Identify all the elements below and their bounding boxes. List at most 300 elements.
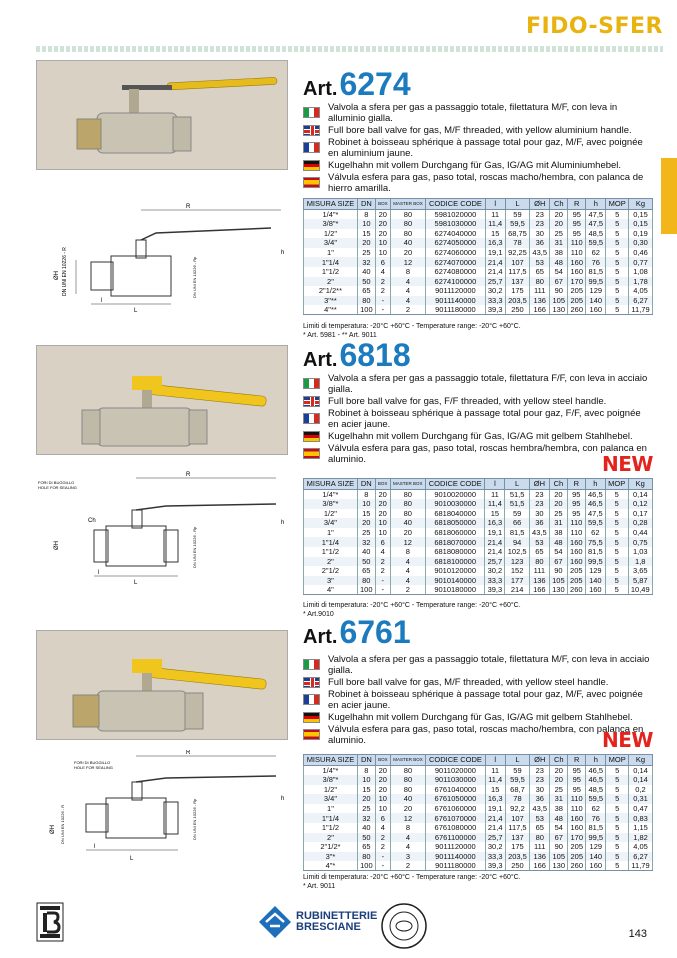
table-cell: 20: [357, 518, 375, 528]
table-cell: 47,5: [585, 509, 605, 519]
brand-title: FIDO-SFER: [525, 14, 663, 39]
table-cell: 5,87: [628, 576, 652, 586]
spain-flag-icon: [303, 177, 320, 188]
table-cell: 31: [550, 238, 568, 248]
table-cell: 16,3: [485, 794, 505, 804]
table-cell: 107: [505, 813, 529, 823]
table-cell: 5: [606, 305, 629, 315]
article-number: 6761: [339, 614, 411, 650]
table-cell: 36: [529, 518, 549, 528]
drawing-label-l: l: [101, 298, 103, 304]
table-cell: 48: [550, 813, 568, 823]
table-cell: 20: [375, 499, 390, 509]
table-cell: 20: [357, 794, 375, 804]
table-cell: 5: [606, 852, 629, 862]
table-cell: 76: [586, 257, 606, 267]
table-cell: 3: [390, 852, 425, 862]
table-row: [304, 499, 653, 509]
table-cell: 137: [505, 833, 529, 843]
spain-flag-icon: [303, 729, 320, 740]
col-l: l: [485, 199, 505, 210]
table-cell: 6274040000: [426, 229, 485, 239]
table-cell: 110: [568, 794, 586, 804]
col-master-box: MASTER BOX: [390, 199, 425, 210]
table-cell: 92,2: [505, 804, 529, 814]
col-ch: Ch: [550, 199, 568, 210]
table-cell: 6274050000: [426, 238, 485, 248]
table-cell: 80: [390, 509, 425, 519]
table-cell: 10: [375, 238, 390, 248]
table-cell: 20: [550, 219, 568, 229]
table-cell: 8: [390, 823, 425, 833]
table-cell: 8: [357, 209, 375, 219]
description-text: Valvola a sfera per gas a passaggio totale, filettatura M/F, con leva in alluminio gialla.: [328, 101, 618, 124]
table-cell: 36: [530, 794, 550, 804]
table-cell: 1,15: [629, 823, 653, 833]
table-cell: 130: [550, 861, 568, 871]
table-cell: 0,12: [628, 499, 652, 509]
table-cell: 2"1/2*: [304, 842, 358, 852]
table-cell: 0,30: [629, 238, 653, 248]
table-cell: 32: [357, 813, 375, 823]
table-cell: -: [375, 296, 390, 306]
table-cell: 65: [530, 823, 550, 833]
table-cell: 1"1/4: [304, 257, 358, 267]
table-cell: 6761100000: [426, 833, 485, 843]
table-cell: 16,3: [485, 238, 505, 248]
notes-6761: [303, 873, 521, 891]
col-h: h: [586, 199, 606, 210]
table-row: [304, 489, 653, 499]
table-cell: 117,5: [505, 267, 529, 277]
table-cell: 95: [568, 209, 586, 219]
table-cell: 23: [530, 209, 550, 219]
drawing-label-dn-rp: DN UNI EN 10226 - Rp: [192, 256, 197, 298]
table-row: [304, 305, 653, 315]
table-cell: 205: [567, 566, 585, 576]
table-cell: 25,7: [485, 557, 505, 567]
table-cell: 54: [550, 267, 568, 277]
table-cell: 205: [568, 842, 586, 852]
table-cell: 50: [357, 833, 375, 843]
col-mop: MOP: [606, 755, 629, 766]
table-cell: 260: [567, 585, 585, 595]
table-cell: 0,19: [629, 229, 653, 239]
table-cell: 10: [357, 499, 375, 509]
drawing-label-oh: ØH: [54, 271, 60, 280]
germany-flag-icon: [303, 160, 320, 171]
drawing-label-R: R: [186, 750, 191, 756]
col-misura: MISURA SIZE: [304, 479, 358, 490]
table-cell: 46,5: [585, 489, 605, 499]
table-cell: 0,14: [628, 489, 652, 499]
table-cell: 20: [550, 775, 568, 785]
col-l: l: [485, 479, 505, 490]
table-cell: 6761060000: [426, 804, 485, 814]
article-note: * Art. 5981 - ** Art. 9011: [303, 332, 377, 339]
col-box: BOX: [375, 755, 390, 766]
table-cell: 5: [605, 489, 628, 499]
table-cell: 6274100000: [426, 277, 485, 287]
drawing-label-dn-rp: DN UNI EN 10226 - Rp: [192, 798, 197, 840]
table-cell: 4: [375, 267, 390, 277]
table-cell: 110: [567, 528, 585, 538]
table-cell: 59: [505, 765, 529, 775]
drawing-label-oh: ØH: [50, 825, 56, 834]
table-cell: 166: [529, 585, 549, 595]
table-cell: 1": [304, 528, 358, 538]
table-cell: 20: [390, 528, 425, 538]
table-cell: 5: [606, 785, 629, 795]
table-cell: 3": [304, 576, 358, 586]
table-cell: 67: [550, 833, 568, 843]
table-row: [304, 775, 653, 785]
table-cell: 19,1: [485, 528, 505, 538]
drawing-label-h: h: [281, 796, 285, 802]
table-cell: 59: [505, 509, 529, 519]
table-cell: 46,5: [586, 765, 606, 775]
table-cell: 6818070000: [426, 537, 485, 547]
technical-drawing-6761: [36, 750, 288, 865]
table-row: [304, 547, 653, 557]
table-cell: -: [375, 585, 390, 595]
table-cell: 1/2": [304, 229, 358, 239]
table-cell: 62: [586, 248, 606, 258]
table-cell: 2: [390, 861, 425, 871]
table-cell: 203,5: [505, 852, 529, 862]
table-row: [304, 257, 653, 267]
col-box: BOX: [375, 479, 390, 490]
table-cell: 23: [530, 219, 550, 229]
table-cell: 160: [568, 813, 586, 823]
description-text: Kugelhahn mit vollem Durchgang für Gas, IG/AG mit gelbem Stahlhebel.: [328, 430, 633, 442]
table-cell: 0,15: [629, 209, 653, 219]
table-cell: 80: [390, 219, 425, 229]
table-cell: 10: [375, 794, 390, 804]
table-cell: 6: [375, 813, 390, 823]
table-cell: 1/2": [304, 509, 358, 519]
table-cell: 48,5: [586, 229, 606, 239]
table-row: [304, 813, 653, 823]
table-cell: 20: [375, 229, 390, 239]
table-cell: 19,1: [485, 248, 505, 258]
table-cell: 10,49: [628, 585, 652, 595]
col-h: h: [586, 755, 606, 766]
table-cell: 80: [529, 557, 549, 567]
france-flag-icon: [303, 413, 320, 424]
article-note: * Art.9010: [303, 611, 334, 618]
table-cell: 140: [586, 852, 606, 862]
table-cell: 30,2: [485, 566, 505, 576]
italy-flag-icon: [303, 378, 320, 389]
table-cell: 110: [567, 518, 585, 528]
table-cell: 100: [357, 861, 375, 871]
description-text: Válvula esfera para gas, paso total, roscas hembra/hembra, con palanca en aluminio.: [328, 442, 647, 465]
table-cell: 20: [375, 209, 390, 219]
table-cell: 160: [586, 305, 606, 315]
table-cell: 4: [390, 277, 425, 287]
table-cell: 53: [530, 257, 550, 267]
temperature-note: Limiti di temperatura: -20°C +60°C - Temperature range: -20°C +60°C.: [303, 874, 521, 881]
table-cell: 40: [357, 823, 375, 833]
table-cell: 9011030000: [426, 775, 485, 785]
table-cell: 90: [550, 842, 568, 852]
table-cell: 1,8: [628, 557, 652, 567]
col-dn: DN: [357, 479, 375, 490]
article-label: Art.: [303, 78, 338, 100]
table-cell: 4: [390, 286, 425, 296]
uk-flag-icon: [303, 125, 320, 136]
description-text: Kugelhahn mit vollem Durchgang für Gas, IG/AG mit Aluminiumhebel.: [328, 159, 622, 171]
table-cell: 6761070000: [426, 813, 485, 823]
table-cell: 5: [606, 861, 629, 871]
table-cell: 15: [485, 785, 505, 795]
table-cell: 5: [605, 499, 628, 509]
col-misura: MISURA SIZE: [304, 755, 358, 766]
table-cell: 5: [605, 509, 628, 519]
table-cell: 99,5: [586, 277, 606, 287]
table-cell: 62: [585, 528, 605, 538]
table-cell: 5: [606, 794, 629, 804]
table-cell: 30: [529, 509, 549, 519]
table-cell: 80: [390, 229, 425, 239]
table-cell: 20: [390, 248, 425, 258]
table-cell: 260: [568, 305, 586, 315]
article-label: Art.: [303, 349, 338, 371]
table-cell: 117,5: [505, 823, 529, 833]
table-cell: 15: [357, 509, 375, 519]
table-row: [304, 785, 653, 795]
article-heading-6818: [303, 337, 411, 374]
table-cell: 9010030000: [426, 499, 485, 509]
table-cell: 111: [530, 286, 550, 296]
drawing-label-fori1: FORI DI BUGGILLO: [38, 480, 75, 485]
table-cell: 67: [550, 277, 568, 287]
table-cell: 80: [390, 785, 425, 795]
spec-table-6274: [303, 198, 653, 315]
col-r: R: [567, 479, 585, 490]
product-photo-6818: [36, 345, 288, 455]
table-cell: 5: [606, 257, 629, 267]
table-cell: 8: [357, 489, 375, 499]
table-cell: 9010020000: [426, 489, 485, 499]
temperature-note: Limiti di temperatura: -20°C +60°C - Temperature range: -20°C +60°C.: [303, 323, 521, 330]
table-row: [304, 833, 653, 843]
table-cell: 80: [390, 489, 425, 499]
table-cell: 2": [304, 557, 358, 567]
table-cell: 0,75: [628, 537, 652, 547]
description-text: Kugelhahn mit vollem Durchgang für Gas, IG/AG mit gelbem Stahlhebel.: [328, 711, 633, 723]
table-cell: 50: [357, 277, 375, 287]
col-l: l: [485, 755, 505, 766]
technical-drawing-6274: [36, 198, 288, 316]
table-cell: 5: [606, 833, 629, 843]
table-cell: 21,4: [485, 823, 505, 833]
table-cell: 4,05: [629, 842, 653, 852]
table-cell: 3/4": [304, 518, 358, 528]
table-cell: 5: [606, 238, 629, 248]
table-cell: 80: [357, 576, 375, 586]
table-cell: -: [375, 305, 390, 315]
col-kg: Kg: [629, 199, 653, 210]
description-fr: [303, 407, 653, 430]
france-flag-icon: [303, 142, 320, 153]
table-cell: 5981020000: [426, 209, 485, 219]
table-cell: 5981030000: [426, 219, 485, 229]
table-cell: 20: [375, 509, 390, 519]
table-cell: 3"*: [304, 852, 358, 862]
table-cell: 1,78: [629, 277, 653, 287]
table-cell: 11: [485, 489, 505, 499]
table-cell: 205: [568, 286, 586, 296]
table-cell: 95: [567, 499, 585, 509]
col-h: h: [585, 479, 605, 490]
table-row: [304, 794, 653, 804]
table-cell: 1": [304, 248, 358, 258]
descriptions-6761: [303, 653, 653, 746]
description-es: [303, 171, 653, 194]
table-cell: 160: [567, 557, 585, 567]
table-cell: 130: [550, 305, 568, 315]
table-cell: 21,4: [485, 257, 505, 267]
table-cell: 4: [390, 833, 425, 843]
table-cell: 90: [549, 566, 567, 576]
table-cell: 80: [390, 209, 425, 219]
table-cell: 2: [375, 842, 390, 852]
drawing-label-R: R: [186, 472, 191, 478]
table-cell: 5: [606, 219, 629, 229]
col-master-box: MASTER BOX: [390, 755, 425, 766]
table-cell: 23: [530, 775, 550, 785]
col-oh: ØH: [529, 479, 549, 490]
table-cell: 38: [550, 248, 568, 258]
table-cell: 10: [375, 804, 390, 814]
table-cell: 9011140000: [426, 296, 485, 306]
col-L: L: [505, 755, 529, 766]
table-cell: 12: [390, 257, 425, 267]
table-row: [304, 296, 653, 306]
new-badge-6818: NEW: [602, 452, 653, 476]
table-cell: 80: [357, 296, 375, 306]
table-cell: 30: [530, 785, 550, 795]
description-es: [303, 723, 653, 746]
table-cell: 2": [304, 277, 358, 287]
description-it: [303, 653, 653, 676]
table-cell: 43,5: [530, 248, 550, 258]
table-cell: 2: [390, 585, 425, 595]
description-text: Robinet à boisseau sphérique à passage total pour gaz, M/F, avec poignée en acier jaune.: [328, 688, 643, 711]
drawing-label-h: h: [281, 520, 285, 526]
table-row: [304, 804, 653, 814]
table-cell: 160: [567, 537, 585, 547]
table-cell: 68,75: [505, 229, 529, 239]
table-cell: 39,3: [485, 861, 505, 871]
table-cell: 10: [357, 775, 375, 785]
temperature-note: Limiti di temperatura: -20°C +60°C - Temperature range: -20°C +60°C.: [303, 602, 521, 609]
technical-drawing-6818: [36, 470, 288, 588]
table-cell: 25: [550, 785, 568, 795]
table-cell: 160: [568, 257, 586, 267]
table-row: [304, 557, 653, 567]
table-cell: 51,5: [505, 499, 529, 509]
table-cell: 2"1/2: [304, 566, 358, 576]
table-cell: 38: [550, 804, 568, 814]
table-cell: 1,03: [628, 547, 652, 557]
table-cell: 203,5: [505, 296, 529, 306]
table-row: [304, 765, 653, 775]
description-text: Robinet à boisseau sphérique à passage total pour gaz, F/F, avec poignée en acier jaune.: [328, 407, 641, 430]
col-r: R: [568, 755, 586, 766]
table-cell: 5: [606, 765, 629, 775]
table-cell: 1/2": [304, 785, 358, 795]
table-cell: 10: [375, 528, 390, 538]
table-row: [304, 566, 653, 576]
table-cell: 20: [550, 209, 568, 219]
table-cell: 177: [505, 576, 529, 586]
drawing-label-fori1: FORI DI BUGGILLO: [74, 760, 111, 765]
table-cell: 166: [530, 861, 550, 871]
description-text: Full bore ball valve for gas, M/F threaded, with yellow steel handle.: [328, 676, 609, 688]
article-label: Art.: [303, 626, 338, 648]
table-cell: 65: [529, 547, 549, 557]
table-cell: 8: [390, 267, 425, 277]
table-row: [304, 248, 653, 258]
col-codice: CODICE CODE: [426, 199, 485, 210]
table-cell: 5: [606, 229, 629, 239]
table-cell: 110: [568, 248, 586, 258]
table-row: [304, 267, 653, 277]
table-cell: 80: [357, 852, 375, 862]
col-r: R: [568, 199, 586, 210]
table-cell: 20: [390, 804, 425, 814]
table-cell: 105: [550, 852, 568, 862]
drawing-label-fori2: HOLE FOR SEALING: [38, 485, 77, 490]
table-cell: -: [375, 852, 390, 862]
col-L: L: [505, 479, 529, 490]
table-row: [304, 518, 653, 528]
table-cell: 8: [357, 765, 375, 775]
table-cell: 65: [357, 842, 375, 852]
table-cell: 170: [568, 833, 586, 843]
table-cell: 5: [606, 813, 629, 823]
table-cell: 2: [375, 286, 390, 296]
table-cell: 80: [530, 277, 550, 287]
table-cell: 78: [505, 794, 529, 804]
table-cell: 5: [606, 804, 629, 814]
table-cell: 11: [485, 209, 505, 219]
table-cell: 81,5: [505, 528, 529, 538]
description-fr: [303, 688, 653, 711]
table-cell: 5: [605, 537, 628, 547]
table-cell: 3/8"*: [304, 219, 358, 229]
table-cell: 10: [375, 248, 390, 258]
table-cell: 5: [606, 823, 629, 833]
table-cell: 2"1/2**: [304, 286, 358, 296]
table-cell: 0,14: [629, 775, 653, 785]
table-cell: 53: [530, 813, 550, 823]
table-cell: 40: [390, 518, 425, 528]
table-cell: 65: [357, 286, 375, 296]
table-cell: 1/4"*: [304, 765, 358, 775]
table-cell: 25: [549, 509, 567, 519]
germany-flag-icon: [303, 431, 320, 442]
drawing-label-ch: Ch: [88, 518, 96, 524]
table-cell: 78: [505, 238, 529, 248]
table-cell: 170: [568, 277, 586, 287]
col-dn: DN: [357, 199, 375, 210]
table-row: [304, 277, 653, 287]
table-cell: 15: [485, 229, 505, 239]
